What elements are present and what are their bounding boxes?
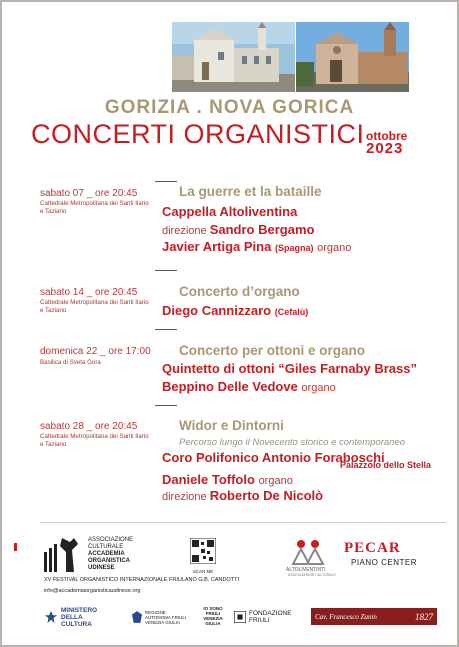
role-label: organo xyxy=(301,382,336,394)
director-name: Roberto De Nicolò xyxy=(209,488,324,503)
concert-1-title: La guerre et la bataille xyxy=(179,184,322,199)
ministero-name: MINISTERO DELLA CULTURA xyxy=(61,606,98,628)
regione-logo xyxy=(132,608,194,626)
star-icon xyxy=(44,610,58,624)
io-sono-fvg-logo: IO SONO FRIULI VENEZIA GIULIA xyxy=(203,606,223,626)
organist-name: Diego Cannizzaro xyxy=(162,303,272,318)
role-label: organo xyxy=(258,475,293,487)
concert-1-performer: Cappella Altoliventina xyxy=(162,204,298,219)
altoliventinti-name: ALTOLIVENTINTI xyxy=(286,567,326,573)
concert-3-ensemble: Quintetto di ottoni “Giles Farnaby Brass” xyxy=(162,361,417,376)
concert-4-date: sabato 28 _ ore 20:45 xyxy=(40,421,138,432)
concert-3-organist xyxy=(162,379,336,394)
pecar-logo: PECAR xyxy=(344,540,401,556)
zanin-name: Cav. Francesco Zanin xyxy=(315,612,377,621)
fondazione-name: FONDAZIONE FRIULI xyxy=(249,610,292,624)
church-photo-right xyxy=(296,22,409,92)
regione-name: REGIONE AUTONOMA FRIULI VENEZIA GIULIA xyxy=(145,609,187,625)
church-photo-left xyxy=(172,22,295,92)
email-text: info@accademiaorganisticaudinese.org xyxy=(44,588,141,594)
zanin-year: 1827 xyxy=(415,611,433,622)
director-name: Sandro Bergamo xyxy=(209,222,315,237)
concert-4-choir: Coro Polifonico Antonio Foraboschi xyxy=(162,450,385,465)
concert-4-venue: Cattedrale Metropolitana dei Santi Ilario e Taziano xyxy=(40,433,149,448)
role-label: direzione xyxy=(162,225,207,237)
fondazione-icon xyxy=(234,611,246,623)
concert-3-title: Concerto per ottoni e organo xyxy=(179,343,366,358)
accademia-text xyxy=(88,537,148,572)
month-label: ottobre xyxy=(366,129,408,143)
concert-4-subtitle: Percorso lungo il Novecento storico e contemporaneo xyxy=(179,437,406,448)
organist-country: (Spagna) xyxy=(274,243,314,253)
fondazione-friuli-logo xyxy=(234,607,298,627)
role-label: organo xyxy=(317,242,352,254)
footer-divider xyxy=(40,522,446,523)
altoliventinti-logo xyxy=(288,536,328,566)
concert-1-director xyxy=(162,222,314,237)
concert-4-title: Widor e Dintorni xyxy=(179,418,284,433)
concert-2-title: Concerto d’organo xyxy=(179,284,300,299)
concert-4-choir-place: Palazzolo dello Stella xyxy=(340,460,432,470)
side-mark xyxy=(14,543,17,551)
concert-2-venue: Cattedrale Metropolitana dei Santi Ilario e Taziano xyxy=(40,299,149,314)
concert-2-organist xyxy=(162,303,308,318)
page-title: CONCERTI ORGANISTICI xyxy=(31,119,365,149)
qr-label: SCAN ME xyxy=(192,569,214,574)
altoliventinti-sub: ASSOCIAZIONE CULTURALE xyxy=(288,573,336,577)
concert-3-date: domenica 22 _ ore 17:00 xyxy=(40,346,151,357)
organist-name: Beppino Delle Vedove xyxy=(162,379,298,394)
concert-2-date: sabato 14 _ ore 20:45 xyxy=(40,287,138,298)
ministero-logo xyxy=(44,606,114,628)
qr-code[interactable] xyxy=(190,538,216,572)
organist-name: Daniele Toffolo xyxy=(162,472,255,487)
cities-heading: GORIZIA . NOVA GORICA xyxy=(104,97,355,118)
festival-text: XV FESTIVAL ORGANISTICO INTERNAZIONALE FRIULANO G.B. CANDOTTI xyxy=(44,577,239,583)
assoc-label: ASSOCIAZIONE CULTURALE xyxy=(88,537,134,550)
accademia-name: ACCADEMIA ORGANISTICA UDINESE xyxy=(88,551,130,571)
concert-4-director xyxy=(162,488,323,503)
concert-1-venue: Cattedrale Metropolitana dei Santi Ilario e Taziano xyxy=(40,200,149,215)
zanin-logo xyxy=(311,608,437,625)
organist-place: (Cefalù) xyxy=(274,307,309,317)
separator xyxy=(155,270,177,271)
concert-4-organist xyxy=(162,472,293,487)
separator xyxy=(155,329,177,330)
pecar-sub: PIANO CENTER xyxy=(351,558,418,567)
concert-1-date: sabato 07 _ ore 20:45 xyxy=(40,188,138,199)
eagle-icon xyxy=(132,611,142,623)
year-label: 2023 xyxy=(366,140,404,157)
accademia-logo xyxy=(44,534,84,572)
separator xyxy=(155,181,177,182)
organist-name: Javier Artiga Pina xyxy=(162,239,272,254)
role-label: direzione xyxy=(162,491,207,503)
concert-1-organist xyxy=(162,239,351,254)
separator xyxy=(155,405,177,406)
concert-3-venue: Basilica di Sveta Gora xyxy=(40,359,101,366)
